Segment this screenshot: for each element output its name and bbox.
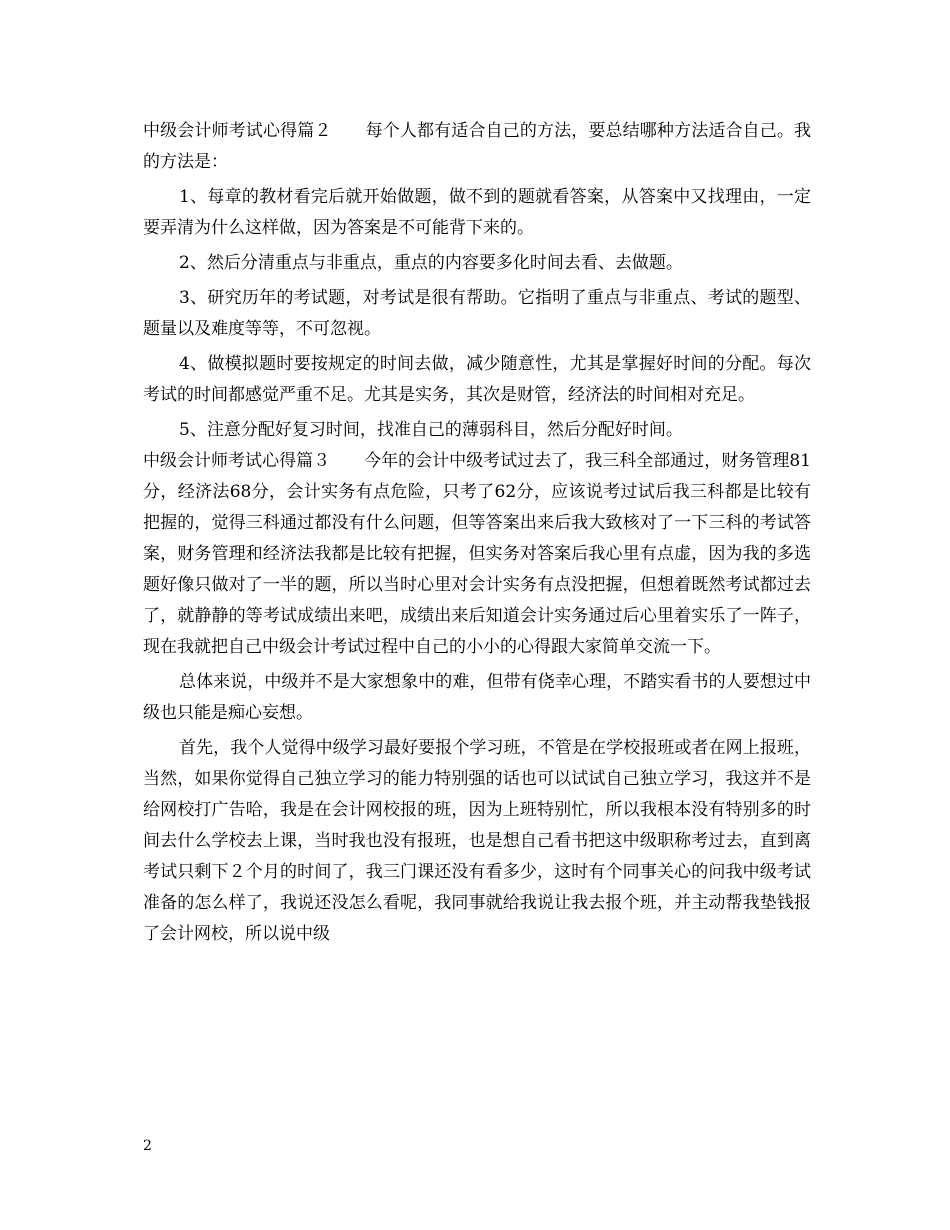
section-2-intro: 每个人都有适合自己的方法，要总结哪种方法适合自己。我的方法是： [143, 121, 812, 172]
section-2-item-5: 5、注意分配好复习时间，找准自己的薄弱科目，然后分配好时间。 [179, 420, 683, 440]
section-3-intro: 今年的会计中级考试过去了，我三科全部通过，财务管理81分，经济法68分，会计实务有点危险，只考了62分，应该说考过试后我三科都是比较有把握的，觉得三科通过都没有什么问题，但等答案出来后我大致核对了一下三科的考试答案，财务管理和经济法我都是比较有把握，但实务对答案后我心里有点虚，因为我的多选题好像只做对了一半的题，所以当时心里对会计实务有点没把握，但想着既然考试都过去了，就静静的等考试成绩出来吧，成绩出来后知道会计实务通过后心里着实乐了一阵子，现在我就把自己中级会计考试过程中自己的小小的心得跟大家简单交流一下。 [143, 451, 811, 657]
section-2-heading: 中级会计师考试心得篇２ [143, 121, 332, 141]
section-2-item-1: 1、每章的教材看完后就开始做题，做不到的题就看答案，从答案中又找理由，一定要弄清为什么这样做，因为答案是不可能背下来的。 [143, 187, 811, 238]
section-2-item-4: 4、做模拟题时要按规定的时间去做，减少随意性，尤其是掌握好时间的分配。每次考试的时间都感觉严重不足。尤其是实务，其次是财管，经济法的时间相对充足。 [143, 354, 811, 405]
section-2-item-2: 2、然后分清重点与非重点，重点的内容要多化时间去看、去做题。 [179, 253, 683, 273]
section-3-paragraph-1: 总体来说，中级并不是大家想象中的难，但带有侥幸心理，不踏实看书的人要想过中级也只能是痴心妄想。 [143, 672, 811, 723]
page-number: 2 [143, 1138, 152, 1154]
section-2-opening [143, 116, 811, 178]
section-2-item-3: 3、研究历年的考试题，对考试是很有帮助。它指明了重点与非重点、考试的题型、题量以及难度等等，不可忽视。 [143, 288, 811, 339]
section-3-paragraph-2: 首先，我个人觉得中级学习最好要报个学习班，不管是在学校报班或者在网上报班，当然，如果你觉得自己独立学习的能力特别强的话也可以试试自己独立学习，我这并不是给网校打广告哈，我是在会计网校报的班，因为上班特别忙，所以我根本没有特别多的时间去什么学校去上课，当时我也没有报班，也是想自己看书把这中级职称考过去，直到离考试只剩下２个月的时间了，我三门课还没有看多少，这时有个同事关心的问我中级考试准备的怎么样了，我说还没怎么看呢，我同事就给我说让我去报个班，并主动帮我垫钱报了会计网校，所以说中级 [143, 738, 811, 944]
document-body [143, 116, 811, 950]
section-3-heading: 中级会计师考试心得篇３ [143, 451, 331, 471]
section-3-opening [143, 446, 811, 663]
